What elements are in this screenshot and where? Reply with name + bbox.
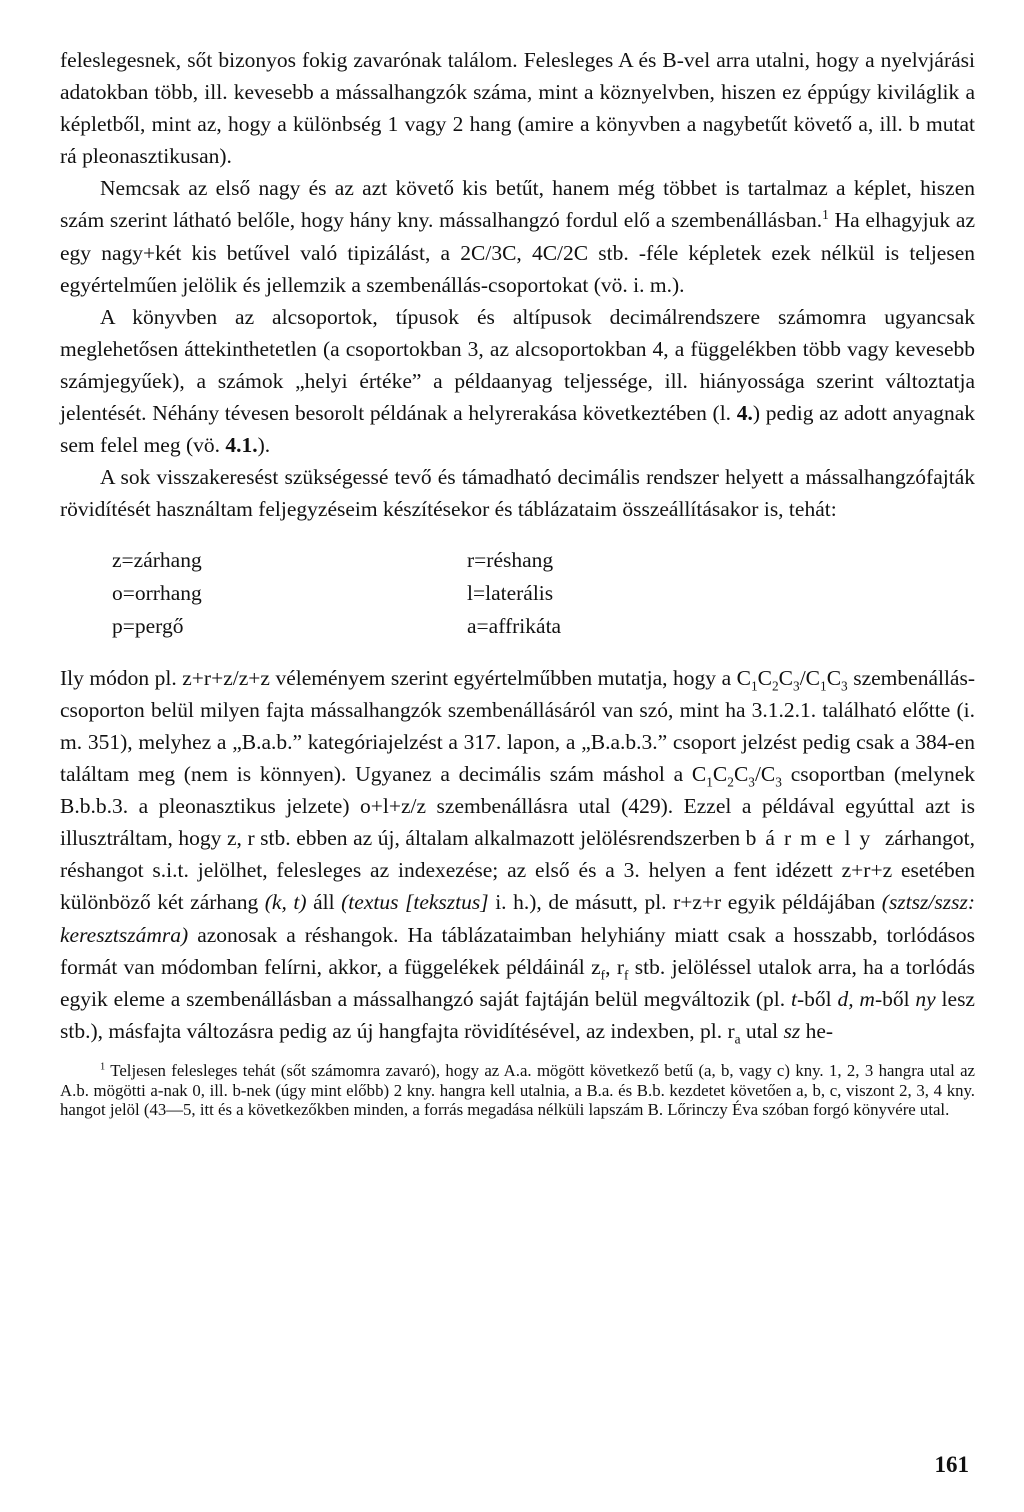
p5-text: stb. jelöléssel utalok arra, ha a torlódás egyik eleme a szembenállásban a mássalhangzó saját fajtáján belül megváltozik (pl.: [60, 954, 975, 1011]
footnote-1: [60, 1061, 975, 1120]
p5-text: szembenállás-csoporton belül milyen fajta mássalhangzók szembenállásáról van szó, mint ha 3.1.2.1. található előtte (i. m. 351), melyhez a „B.a.b.” kategóriajelzést a 317. lapon, a „B.a.b.3.” csoport jelzést pedig csak a 384-en találtam meg (nem is könnyen). Ugyanez a decimális szám máshol a C: [60, 665, 976, 787]
p5-text: Ily módon pl. z+r+z/z+z véleményem szerint egyértelműbben mutatja, hogy a C: [60, 665, 751, 690]
subscript: 2: [727, 774, 734, 790]
paragraph-1: [60, 44, 975, 172]
italic-text: (textus [teksztus]: [341, 890, 489, 915]
section-ref: 4.: [736, 401, 753, 426]
subscript: 3: [793, 678, 800, 694]
p5-text: i. h.), de másutt, pl. r+z+r egyik példájában: [488, 890, 882, 915]
subscript: f: [600, 966, 606, 982]
p5-text: , r: [605, 954, 624, 979]
abbreviation-list: [60, 544, 975, 642]
paragraph-3-text-end: ).: [257, 433, 271, 458]
abbr-item-r: r=réshang: [467, 548, 554, 573]
italic-text: d, m: [837, 986, 875, 1011]
p5-text: C: [712, 762, 728, 787]
paragraph-4-text: A sok visszakeresést szükségessé tevő és támadható decimális rendszer helyett a mássalhangzófajták rövidítését használtam feljegyzéseim készítésekor és táblázataim összeállításakor is, tehát:: [60, 465, 975, 522]
footnote-reference[interactable]: 1: [822, 207, 829, 223]
paragraph-3-text: A könyvben az alcsoportok, típusok és altípusok decimálrendszere számomra ugyancsak meglehetősen áttekinthetetlen (a csoportokban 3, az alcsoportokban 4, a függelékben több vagy kevesebb számjegyűek), a számok „helyi értéke” a példaanyag teljessége, ill. hiányossága szerint változtatja jelentését. Néhány tévesen besorolt példának a helyrerakása következtében (l.: [60, 304, 975, 426]
p5-text: C: [757, 665, 772, 690]
subscript: 3: [748, 774, 755, 790]
paragraph-3-text-cont: ) pedig az adott anyagnak sem felel meg (vö.: [60, 401, 975, 458]
subscript: 1: [750, 678, 758, 694]
paragraph-2-text-cont: Ha elhagyjuk az egy nagy+két kis betűvel való tipizálást, a 2C/3C, 4C/2C stb. -féle képletek ezek nélkül is teljesen egyértelműen jelölik és jellemzik a szembenállás-csoportokat (vö. i. m.).: [60, 208, 975, 297]
page-number: 161: [934, 1452, 969, 1477]
p5-text: C: [826, 665, 842, 690]
paragraph-5: [60, 662, 975, 1047]
subscript: 2: [772, 678, 779, 694]
paragraph-4: [60, 461, 975, 525]
abbr-item-a: a=affrikáta: [467, 614, 562, 638]
p5-text: /C: [799, 665, 821, 690]
p5-text: -ből: [874, 986, 916, 1011]
italic-text: sz: [783, 1018, 801, 1043]
subscript: a: [734, 1031, 741, 1047]
paragraph-3: [60, 301, 975, 461]
p5-text: utal: [740, 1018, 784, 1043]
italic-text: (sztsz/szsz: keresztszámra): [60, 890, 975, 947]
p5-text: zárhangot, réshangot s.i.t. jelölhet, felesleges az indexezése; az első és a 3. helyen a fent idézett z+r+z esetében különböző két zárhang: [60, 826, 975, 915]
footnotes: [60, 1061, 975, 1120]
subscript: 1: [706, 774, 713, 790]
abbr-item-p: p=pergő: [112, 614, 184, 638]
subscript: f: [624, 966, 629, 982]
italic-text: t: [791, 986, 797, 1011]
p5-text: -ből: [796, 986, 838, 1011]
section-ref: 4.1.: [225, 433, 258, 458]
page-content: [60, 44, 975, 1120]
subscript: 3: [841, 678, 848, 694]
p5-text: C: [778, 665, 794, 690]
p5-text: /C: [754, 762, 776, 787]
p5-text: he-: [800, 1018, 834, 1043]
abbr-item-o: o=orrhang: [112, 581, 202, 606]
p5-text: lesz stb.), másfajta változásra pedig az új hangfajta rövidítésével, az indexben, pl. r: [60, 986, 975, 1043]
paragraph-2-text: Nemcsak az első nagy és az azt követő kis betűt, hanem még többet is tartalmaz a képlet, hiszen szám szerint látható belőle, hogy hány kny. mássalhangzó fordul elő a szembenállásban.: [60, 176, 975, 233]
p5-text: áll: [306, 890, 342, 915]
abbr-item-z: z=zárhang: [112, 548, 202, 573]
paragraph-2: [60, 172, 975, 300]
p5-text: csoportban (melynek B.b.b.3. a pleonasztikus jelzete) o+l+z/z szembenállásra utal (429). Ezzel a példával egyúttal azt is illusztráltam, hogy z, r stb. ebben az új, általam alkalmazott jelölésrendszerben: [60, 762, 976, 851]
p5-text: C: [733, 762, 749, 787]
abbr-item-l: l=laterális: [467, 581, 554, 606]
subscript: 3: [775, 774, 782, 790]
subscript: 1: [820, 678, 827, 694]
italic-text: (k, t): [264, 890, 307, 915]
spaced-emphasis: bármely: [745, 826, 880, 851]
paragraph-1-text: feleslegesnek, sőt bizonyos fokig zavarónak találom. Felesleges A és B-vel arra utalni, hogy a nyelvjárási adatokban több, ill. kevesebb a mássalhangzók száma, mint a köznyelvben, hiszen ez éppúgy kiviláglik a képletből, mint az, hogy a különbség 1 vagy 2 hang (amire a könyvben a nagybetűt követő a, ill. b mutat rá pleonasztikusan).: [60, 48, 975, 169]
footnote-marker: 1: [100, 1061, 106, 1073]
italic-text: ny: [915, 986, 936, 1011]
footnote-text: Teljesen felesleges tehát (sőt számomra zavaró), hogy az A.a. mögött következő betű (a, b, vagy c) kny. 1, 2, 3 hangra utal az A.b. mögötti a-nak 0, ill. b-nek (úgy mint előbb) 2 kny. hangra kell utalnia, a B.a. és B.b. kezdetet követően a, b, c, viszont 2, 3, 4 kny. hangot jelöl (43—5, itt és a következőkben minden, a forrás megadása nélküli lapszám B. Lőrinczy Éva szóban forgó könyvére utal.: [60, 1060, 975, 1120]
p5-text: azonosak a réshangok. Ha táblázataimban helyhiány miatt csak a hosszabb, torlódásos formát van módomban felírni, akkor, a függelékek példáinál z: [60, 922, 975, 979]
